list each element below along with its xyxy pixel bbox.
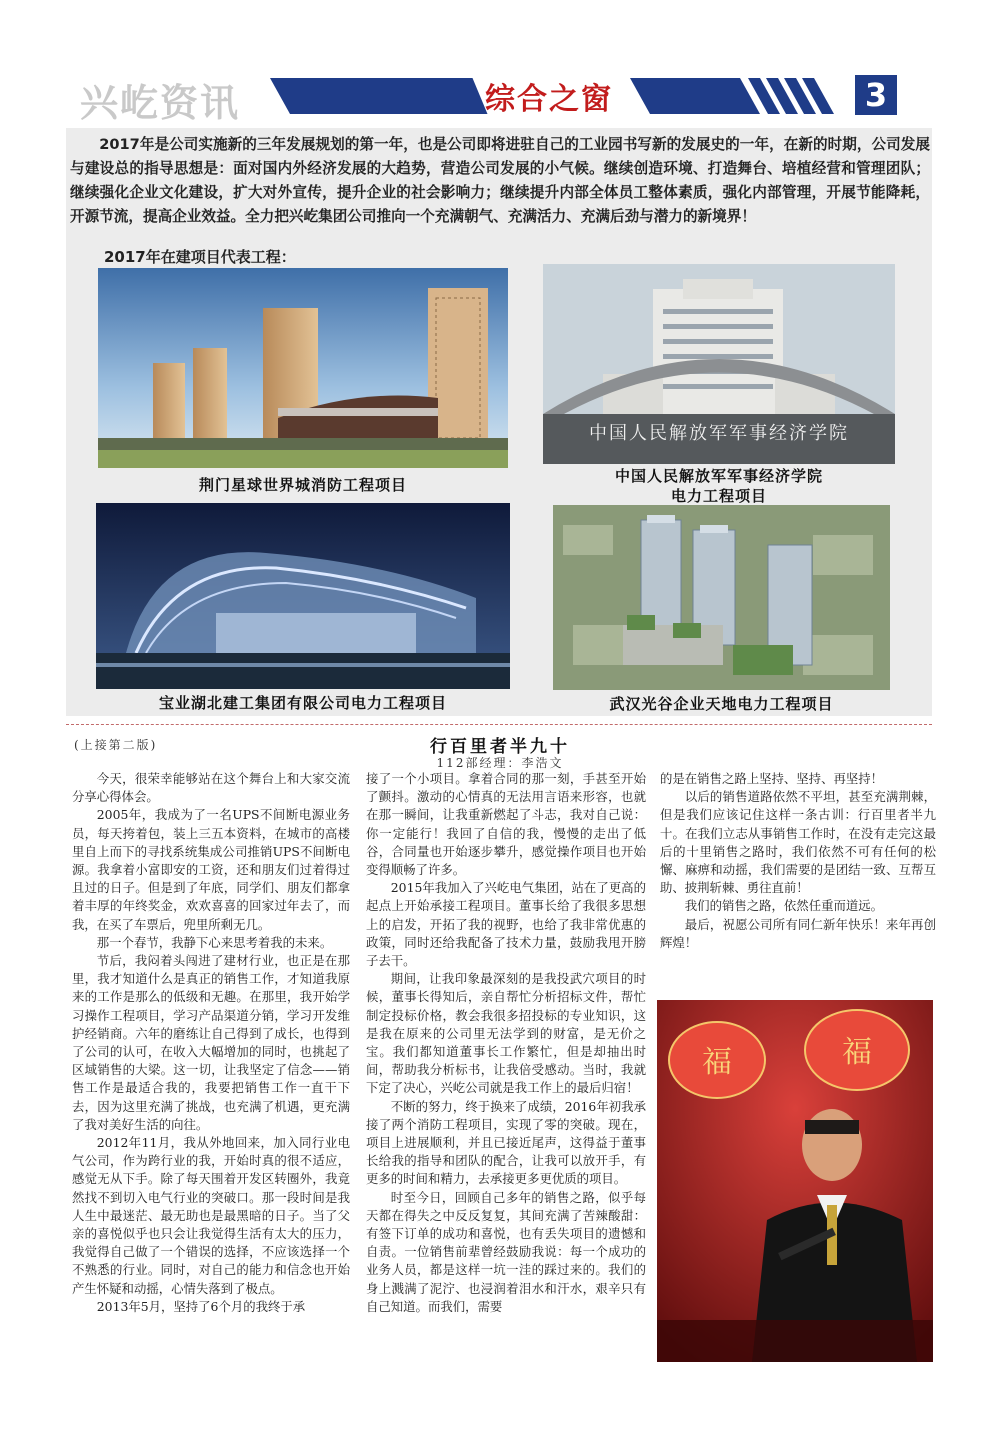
photo-speaker	[657, 1000, 933, 1362]
paragraph: 期间，让我印象最深刻的是我投武穴项目的时候，董事长得知后，亲自帮忙分析招标文件，帮忙制定投标价格，教会我很多招投标的专业知识，这是我在原来的公司里无法学到的财富，是无价之宝。我们都知道董事长工作繁忙，但是却抽出时间，帮助我分析标书，让我倍受感动。当时，我就下定了决心，兴屹公司就是我工作上的最后归宿！	[366, 971, 646, 1096]
paragraph: 时至今日，回顾自己多年的销售之路，似乎每天都在得失之中反反复复，其间充满了苦辣酸甜：有签下订单的成功和喜悦，也有丢失项目的遗憾和自责。一位销售前辈曾经鼓励我说：每一个成功的业务人员，都是这样一坑一洼的踩过来的。我们的身上溅满了泥泞、也浸润着泪水和汗水，艰辛只有自己知道。而我们，需要	[366, 1189, 646, 1314]
masthead-title: 兴屹资讯	[80, 81, 241, 125]
paragraph: 的是在销售之路上坚持、坚持、再坚持！	[660, 771, 884, 786]
section-divider	[66, 724, 932, 725]
intro-paragraph: 2017年是公司实施新的三年发展规划的第一年，也是公司即将进驻自己的工业园书写新的发展史的一年，在新的时期，公司发展与建设总的指导思想是：面对国内外经济发展的大趋势，营造公司发展的小气候。继续创造环境、打造舞台、培植经营和管理团队；继续强化企业文化建设，扩大对外宣传，提升企业的社会影响力；继续提升内部全体员工整体素质，强化内部管理，开展节能降耗，开源节流，提高企业效益。全力把兴屹集团公司推向一个充满朝气、充满活力、充满后劲与潜力的新境界！	[70, 136, 930, 225]
paragraph: 2012年11月，我从外地回来，加入同行业电气公司，作为跨行业的我，开始时真的很不适应，感觉无从下手。除了每天围着开发区转圈外，我竟然找不到切入电气行业的突破口。那一段时间是我人生中最迷茫、最无助也是最黑暗的日子。当了父亲的喜悦似乎也只会让我觉得生活有太大的压力，我觉得自己做了一个错误的选择，不应该选择一个不熟悉的行业。同时，对自己的能力和信念也开始产生怀疑和动摇，心情失落到了极点。	[72, 1135, 350, 1296]
paragraph: 节后，我闷着头闯进了建材行业，也正是在那里，我才知道什么是真正的销售工作，才知道我原来的工作是那么的低级和无趣。在那里，我开始学习操作工程项目，学习产品渠道分销，学习开发维护经销商。六年的磨练让自己得到了成长，也得到了公司的认可，在收入大幅增加的同时，也挑起了区域销售的大梁。这一切，让我坚定了信念——销售工作是最适合我的，我要把销售工作一直干下去，因为这里充满了挑战，也充满了机遇，更充满了我对美好生活的向往。	[72, 953, 350, 1132]
paragraph: 不断的努力，终于换来了成绩，2016年初我承接了两个消防工程项目，实现了零的突破。现在，项目上进展顺利，并且已接近尾声，这得益于董事长给我的指导和团队的配合，让我可以放开手，有更多的时间和精力，去承接更多更优质的项目。	[366, 1098, 646, 1187]
paragraph: 我们的销售之路，依然任重而道远。	[684, 898, 884, 914]
caption-project-2	[543, 466, 895, 506]
photo-optics-valley	[553, 505, 890, 690]
paragraph: 2005年，我成为了一名UPS不间断电源业务员，每天挎着包，装上三五本资料，在城市的高楼里自上而下的寻找系统集成公司推销UPS不间断电源。我拿着小富即安的工资，还和朋友们过着得过且过的日子。但是到了年底，同学们、朋友们都拿着丰厚的年终奖金，欢欢喜喜的回家过年去了，而我，在买了车票后，兜里所剩无几。	[72, 807, 350, 932]
projects-heading: 2017年在建项目代表工程：	[104, 248, 296, 266]
lantern-character: 福	[702, 1045, 732, 1080]
lantern-character: 福	[842, 1035, 872, 1070]
caption-project-2-line2: 电力工程项目	[670, 487, 767, 505]
paragraph: 最后，祝愿公司所有同仁新年快乐！来年再创辉煌！	[660, 916, 936, 950]
arch-sign-text: 中国人民解放军军事经济学院	[589, 423, 849, 444]
caption-project-3: 宝业湖北建工集团有限公司电力工程项目	[158, 694, 447, 712]
caption-project-4: 武汉光谷企业天地电力工程项目	[609, 695, 834, 713]
article-column-2	[366, 770, 646, 1316]
article-title: 行百里者半九十	[430, 737, 570, 757]
paragraph: 以后的销售道路依然不平坦，甚至充满荆棘，但是我们应该记住这样一条古训：行百里者半九十。在我们立志从事销售工作时，在没有走完这最后的十里销售之路时，我们依然不可有任何的松懈、麻痹和动摇，我们需要的是团结一致、互帮互助、披荆斩棘、勇往直前！	[660, 789, 936, 896]
continued-note: (上接第二版)	[74, 738, 158, 752]
photo-jingmen-complex	[98, 268, 508, 468]
page-number: 3	[855, 75, 897, 115]
photo-military-academy	[543, 264, 895, 464]
caption-project-2-line1: 中国人民解放军军事经济学院	[614, 467, 823, 485]
paragraph: 今天，很荣幸能够站在这个舞台上和大家交流分享心得体会。	[72, 771, 350, 805]
paragraph: 那一个春节，我静下心来思考着我的未来。	[96, 934, 333, 950]
paragraph: 2015年我加入了兴屹电气集团，站在了更高的起点上开始承接工程项目。董事长给了我很多思想上的启发，开拓了我的视野，也给了我非常优惠的政策，同时还给我配备了技术力量，鼓励我甩开膀子去干。	[366, 880, 646, 969]
photo-baoye-stadium	[96, 503, 510, 689]
section-title: 综合之窗	[485, 82, 613, 117]
caption-project-1: 荆门星球世界城消防工程项目	[198, 476, 407, 494]
paragraph: 2013年5月，坚持了6个月的我终于承	[96, 1298, 306, 1314]
article-column-3	[660, 770, 936, 952]
article-byline: 112部经理：李浩文	[436, 756, 564, 770]
article-column-1	[72, 770, 350, 1316]
paragraph: 接了一个小项目。拿着合同的那一刻，手甚至开始了颤抖。激动的心情真的无法用言语来形容，也就在那一瞬间，让我重新燃起了斗志，我对自己说：你一定能行！我回了自信的我，慢慢的走出了低谷，合同量也开始逐步攀升，感觉操作项目也开始变得顺畅了许多。	[366, 771, 646, 878]
